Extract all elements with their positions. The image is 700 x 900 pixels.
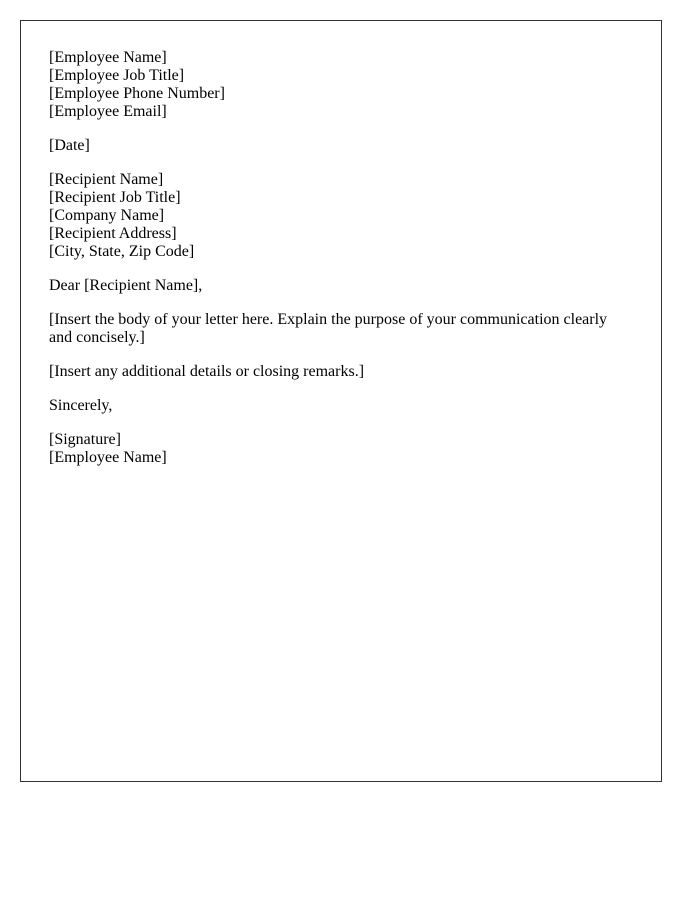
recipient-city-state-zip: [City, State, Zip Code] [49, 243, 195, 260]
letter-body: [Insert the body of your letter here. Explain the purpose of your communication clearly and concisely.] [49, 311, 608, 346]
sender-job-title: [Employee Job Title] [49, 67, 185, 84]
recipient-name: [Recipient Name] [49, 171, 164, 188]
sender-email: [Employee Email] [49, 103, 167, 120]
sender-block [49, 49, 621, 121]
additional-remarks: [Insert any additional details or closing remarks.] [49, 363, 365, 380]
closing: Sincerely, [49, 397, 113, 414]
sender-name: [Employee Name] [49, 49, 167, 66]
signature-name: [Employee Name] [49, 449, 167, 466]
recipient-block [49, 171, 621, 261]
date-block [49, 137, 621, 155]
signature: [Signature] [49, 431, 121, 448]
letter-page [20, 20, 662, 782]
sender-phone: [Employee Phone Number] [49, 85, 225, 102]
signature-block [49, 431, 621, 467]
salutation: Dear [Recipient Name], [49, 277, 203, 294]
letter-content [49, 49, 621, 483]
recipient-job-title: [Recipient Job Title] [49, 189, 181, 206]
letter-date: [Date] [49, 137, 90, 154]
recipient-company: [Company Name] [49, 207, 165, 224]
recipient-address: [Recipient Address] [49, 225, 177, 242]
